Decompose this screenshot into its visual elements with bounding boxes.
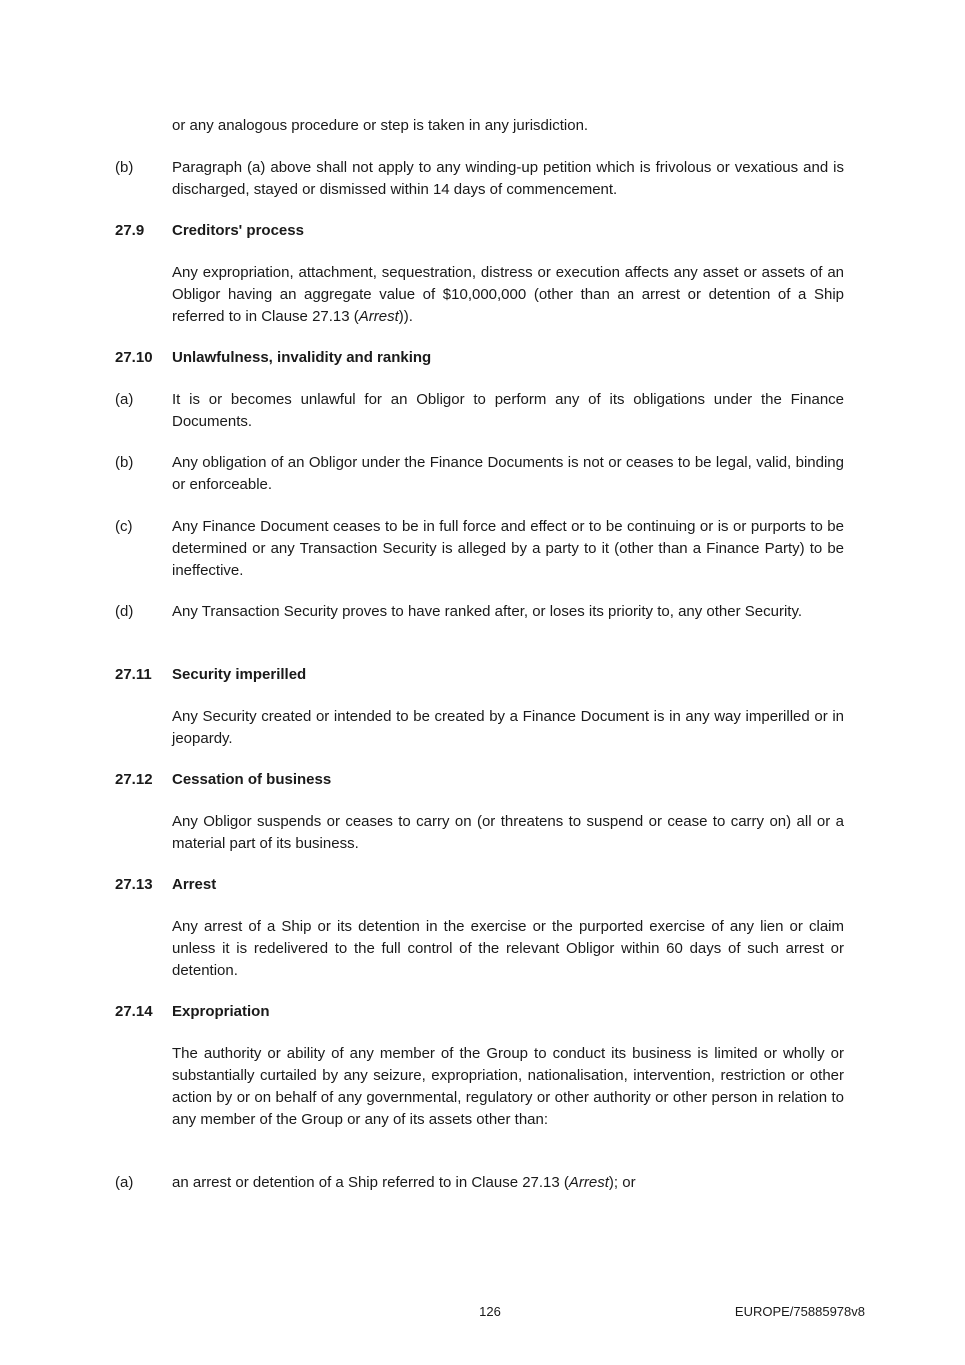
clause-label: (b) <box>115 159 134 176</box>
section-text: Any arrest of a Ship or its detention in the exercise or the purported exercise of any lien or claim unless it is redelivered to the full control of the relevant Obligor within 60 days of such arrest or detention. <box>172 918 844 979</box>
text-part: Any expropriation, attachment, sequestration, distress or execution affects any asset or assets of an Obligor having an aggregate value of $10,000,000 (other than an arrest or detention of a Ship referred to in Clause 27.13 ( <box>172 264 844 325</box>
text-part: an arrest or detention of a Ship referred to in Clause 27.13 ( <box>172 1174 569 1191</box>
clause-label: (a) <box>115 1174 134 1191</box>
section-title: Creditors' process <box>172 222 304 239</box>
section-text: Any Security created or intended to be created by a Finance Document is in any way imperilled or in jeopardy. <box>172 708 844 747</box>
section-title: Arrest <box>172 876 217 893</box>
section-number: 27.10 <box>115 349 153 366</box>
clause-text: It is or becomes unlawful for an Obligor to perform any of its obligations under the Finance Documents. <box>172 391 844 430</box>
intro-text: or any analogous procedure or step is taken in any jurisdiction. <box>172 117 589 134</box>
section-number: 27.14 <box>115 1003 153 1020</box>
clause-text: Any Transaction Security proves to have ranked after, or loses its priority to, any other Security. <box>172 603 803 620</box>
section-text <box>172 262 844 328</box>
section-title: Expropriation <box>172 1003 270 1020</box>
clause-label: (a) <box>115 391 134 408</box>
section-title: Unlawfulness, invalidity and ranking <box>172 349 432 366</box>
page-number: 126 <box>479 1304 501 1319</box>
clause-text: Paragraph (a) above shall not apply to any winding-up petition which is frivolous or vexatious and is discharged, stayed or dismissed within 14 days of commencement. <box>172 159 844 198</box>
section-number: 27.11 <box>115 666 152 683</box>
text-part: )). <box>398 308 413 325</box>
section-title: Security imperilled <box>172 666 307 683</box>
clause-text <box>172 1172 844 1194</box>
clause-label: (c) <box>115 518 133 535</box>
section-number: 27.12 <box>115 771 153 788</box>
document-reference: EUROPE/75885978v8 <box>734 1304 865 1319</box>
section-text: Any Obligor suspends or ceases to carry on (or threatens to suspend or cease to carry on) all or a material part of its business. <box>172 813 844 852</box>
section-text: The authority or ability of any member of the Group to conduct its business is limited or wholly or substantially curtailed by any seizure, expropriation, nationalisation, intervention, restriction or other action by or on behalf of any governmental, regulatory or other authority or other person in relation to any member of the Group or any of its assets other than: <box>172 1045 844 1128</box>
clause-label: (d) <box>115 603 134 620</box>
section-title: Cessation of business <box>172 771 332 788</box>
clause-text: Any obligation of an Obligor under the Finance Documents is not or ceases to be legal, valid, binding or enforceable. <box>172 454 844 493</box>
clause-reference: Arrest <box>358 308 399 325</box>
section-number: 27.9 <box>115 222 145 239</box>
clause-label: (b) <box>115 454 134 471</box>
clause-reference: Arrest <box>568 1174 609 1191</box>
clause-text: Any Finance Document ceases to be in full force and effect or to be continuing or is or purports to be determined or any Transaction Security is alleged by a party to it (other than a Finance Party) to be ineffective. <box>172 518 844 579</box>
section-number: 27.13 <box>115 876 153 893</box>
text-part: ); or <box>608 1174 636 1191</box>
